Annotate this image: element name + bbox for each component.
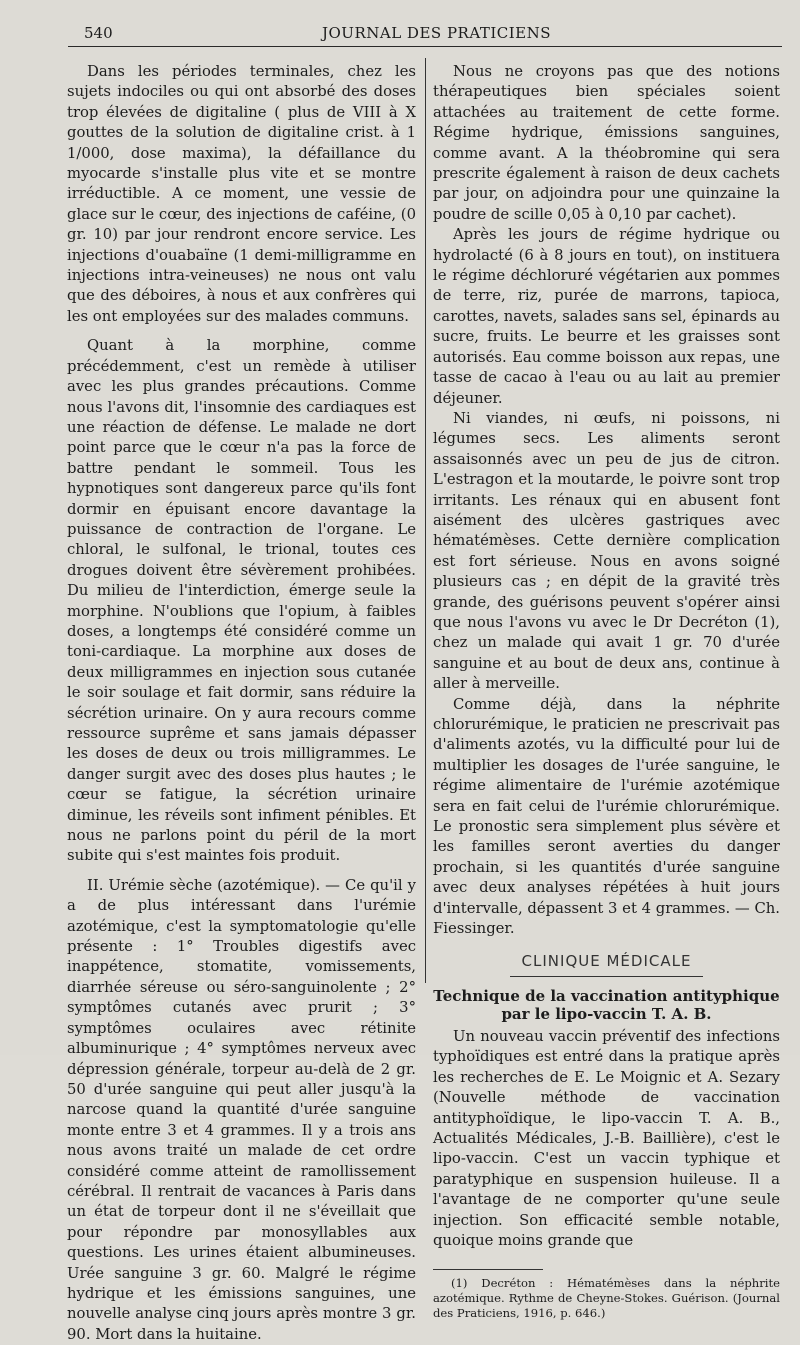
paragraph-morphine: Quant à la morphine, comme précédemment, c'est un remède à utiliser avec les plus grandes précautions. Comme nous l'avons dit, l'insomnie des cardiaques est une réaction de défense. Le malade ne dort point parce que le cœur n'a pas la force de battre pendant le sommeil. Tous les hypnotiques sont dangereux parce qu'ils font dormir en épuisant encore davantage la puissance de contraction de l'organe. Le chloral, le sulfonal, le trional, toutes ces drogues doivent être sévèrement prohibées. Du milieu de l'interdiction, émerge seule la morphine. N'oublions que l'opium, à faibles doses, a longtemps été considéré comme un toni-cardiaque. La morphine aux doses de deux milligrammes en injection sous cutanée le soir soulage et fait dormir, sans réduire la sécrétion urinaire. On y aura recours comme ressource suprême et sans jamais dépasser les doses de deux ou trois milligrammes. Le danger surgit avec des doses plus hautes ; le cœur se fatigue, la sécrétion urinaire diminue, les réveils sont infiment pénibles. Et nous ne parlons point du péril de la mort subite qui s'est maintes fois produit. (67, 337, 416, 865)
header-rule (68, 46, 782, 47)
article-title-line-2: par le lipo-vaccin T. A. B. (501, 1004, 712, 1023)
paragraph-lipo-vaccin: Un nouveau vaccin préventif des infections typhoïdiques est entré dans la pratique après les recherches de E. Le Moignic et A. Sezary (Nouvelle méthode de vaccination antityphoïdique, le lipo-vaccin T. A. B., Actualités Médicales, J.-B. Baillière), c'est le lipo-vaccin. C'est un vaccin typhique et paratyphique en suspension huileuse. Il a l'avantage de ne comporter qu'une seule injection. Son efficacité semble notable, quoique moins grande que (433, 1027, 780, 1249)
running-head: JOURNAL DES PRATICIENS (322, 24, 552, 42)
footnote-text: (1) Decréton : Hématémèses dans la néphrite azotémique. Rythme de Cheyne-Stokes. Guérison. (Journal des Praticiens, 1916, p. 646.) (433, 1276, 780, 1321)
paragraph-prognosis: Comme déjà, dans la néphrite chlorurémique, le praticien ne prescrivait pas d'aliments azotés, vu la difficulté pour lui de multiplier les dosages de l'urée sanguine, le régime alimentaire de l'urémie azotémique sera en fait celui de l'urémie chlorurémique. Le pronostic sera simplement plus sévère et les familles seront averties du danger prochain, si les quantités d'urée sanguine avec deux analyses répétées à huit jours d'intervalle, dépassent 3 et 4 grammes. — Ch. Fiessinger. (433, 695, 780, 938)
left-column (67, 62, 416, 1345)
section-heading-text: CLINIQUE MÉDICALE (510, 951, 704, 976)
paragraph-diet: Après les jours de régime hydrique ou hydrolacté (6 à 8 jours en tout), on instituera le régime déchloruré végétarien aux pommes de terre, riz, purée de marrons, tapioca, carottes, navets, salades sans sel, épinards au sucre, fruits. Le beurre et les graisses sont autorisés. Eau comme boisson aux repas, une tasse de cacao à l'eau ou au lait au premier déjeuner. (433, 226, 780, 407)
paragraph-therapeutics: Nous ne croyons pas que des notions thérapeutiques bien spéciales soient attachées au traitement de cette forme. Régime hydrique, émissions sanguines, comme avant. A la théobromine qui sera prescrite également à raison de deux cachets par jour, on adjoindra pour une quinzaine la poudre de scille 0,05 à 0,10 par cachet). (433, 63, 780, 223)
column-divider (425, 58, 426, 983)
footnote-rule (433, 1269, 543, 1270)
footnote (433, 1276, 780, 1321)
article-title (433, 987, 780, 1023)
paragraph-forbidden-foods: Ni viandes, ni œufs, ni poissons, ni légumes secs. Les aliments seront assaisonnés avec un peu de jus de citron. L'estragon et la moutarde, le poivre sont trop irritants. Les rénaux qui en abusent font aisément des ulcères gastriques avec hématémèses. Cette dernière complication est fort sérieuse. Nous en avons soigné plusieurs cas ; en dépit de la gravité très grande, des guérisons peuvent s'opérer ainsi que nous l'avons vu avec le Dr Decréton (1), chez un malade qui avait 1 gr. 70 d'urée sanguine et au bout de deux ans, continue à aller à merveille. (433, 409, 780, 693)
article-title-line-1: Technique de la vaccination antityphique (433, 986, 780, 1005)
section-heading (433, 951, 780, 976)
right-column (433, 62, 780, 1321)
paragraph-terminal-periods: Dans les périodes terminales, chez les sujets indociles ou qui ont absorbé des doses trop élevées de digitaline ( plus de VIII à X gouttes de la solution de digitaline crist. à 1 1/000, dose maxima), la défaillance du myocarde s'installe plus vite et se montre irréductible. A ce moment, une vessie de glace sur le cœur, des injections de caféine, (0 gr. 10) par jour rendront encore service. Les injections d'ouabaïne (1 demi-milligramme en injections intra-veineuses) ne nous ont valu que des déboires, à nous et aux confrères qui les ont employées sur des malades communs. (67, 63, 416, 325)
paragraph-uremie-seche: II. Urémie sèche (azotémique). — Ce qu'il y a de plus intéressant dans l'urémie azotémique, c'est la symptomatologie qu'elle présente : 1° Troubles digestifs avec inappétence, stomatite, vomissements, diarrhée séreuse ou séro-sanguinolente ; 2° symptômes cutanés avec prurit ; 3° symptômes oculaires avec rétinite albuminurique ; 4° symptômes nerveux avec dépression générale, torpeur au-delà de 2 gr. 50 d'urée sanguine qui peut aller jusqu'à la narcose quand la quantité d'urée sanguine monte entre 3 et 4 grammes. Il y a trois ans nous avons traité un malade de cet ordre considéré comme atteint de ramollissement cérébral. Il rentrait de vacances à Paris dans un état de torpeur dont il ne s'éveillait que pour répondre par monosyllables aux questions. Les urines étaient albumineuses. Urée sanguine 3 gr. 60. Malgré le régime hydrique et les émissions sanguines, une nouvelle analyse cinq jours après montre 3 gr. 90. Mort dans la huitaine. (67, 876, 416, 1343)
page-number: 540 (84, 24, 113, 42)
